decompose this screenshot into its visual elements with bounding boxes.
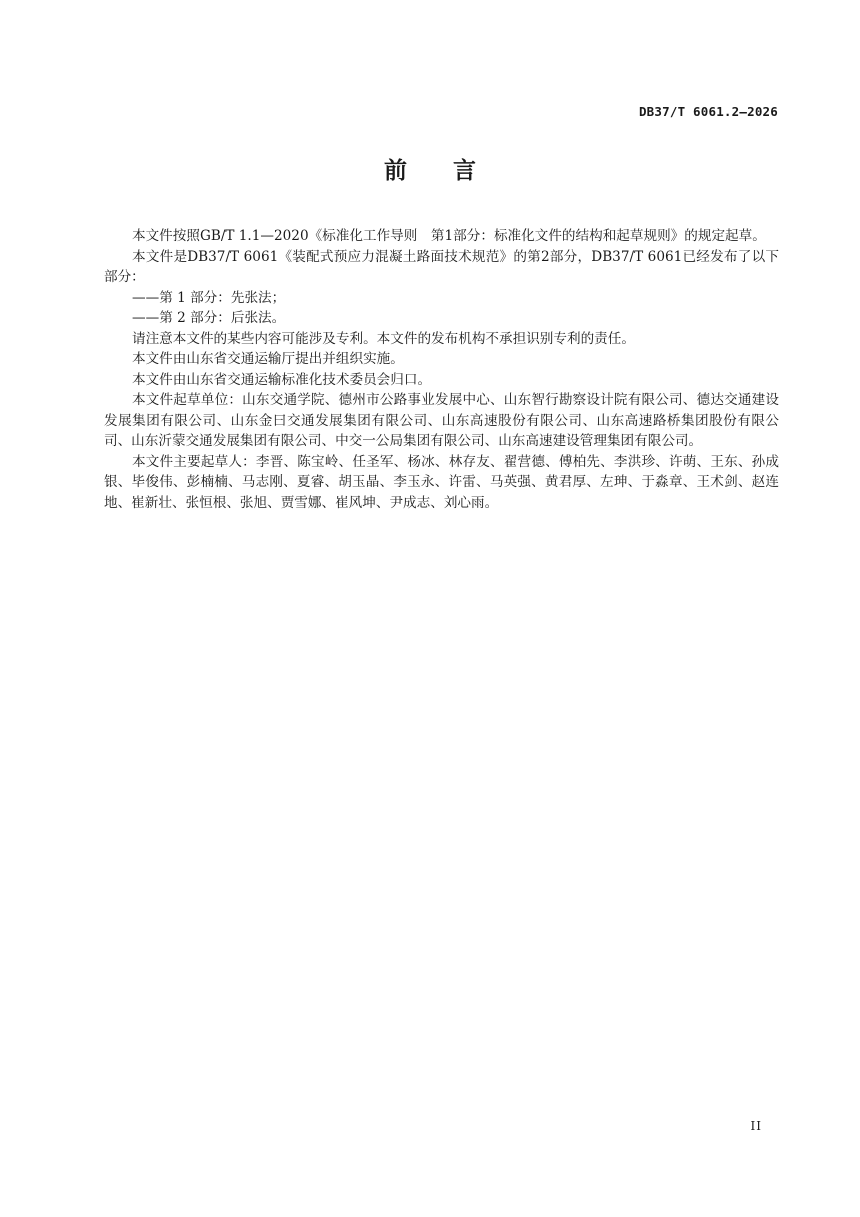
paragraph-proposed-by: 本文件由山东省交通运输厅提出并组织实施。 [132,351,404,367]
paragraph-document-part: 本文件是DB37/T 6061《装配式预应力混凝土路面技术规范》的第2部分，DB37/T 6061已经发布了以下部分： [104,248,779,285]
list-item-part-2: ——第 2 部分：后张法。 [132,310,286,326]
paragraph-drafting-units: 本文件起草单位：山东交通学院、德州市公路事业发展中心、山东智行勘察设计院有限公司、德达交通建设发展集团有限公司、山东金曰交通发展集团有限公司、山东高速股份有限公司、山东高速路桥集团股份有限公司、山东沂蒙交通发展集团有限公司、中交一公局集团有限公司、山东高速建设管理集团有限公司。 [104,392,779,449]
list-item-part-1: ——第 1 部分：先张法； [132,289,286,306]
page-title: 前言 [384,158,522,184]
foreword-body [104,226,779,513]
document-code: DB37/T 6061.2—2026 [638,104,778,119]
paragraph-patent-notice: 请注意本文件的某些内容可能涉及专利。本文件的发布机构不承担识别专利的责任。 [132,330,635,347]
paragraph-drafting-rules: 本文件按照GB/T 1.1—2020《标准化工作导则 第1部分：标准化文件的结构和起草规则》的规定起草。 [132,228,766,244]
paragraph-centralized-by: 本文件由山东省交通运输标准化技术委员会归口。 [132,371,432,388]
paragraph-drafters: 本文件主要起草人：李晋、陈宝岭、任圣军、杨冰、林存友、翟营德、傅柏先、李洪珍、许萌、王东、孙成银、毕俊伟、彭楠楠、马志刚、夏睿、胡玉晶、李玉永、许雷、马英强、黄君厚、左珅、于淼章、王术剑、赵连地、崔新壮、张恒根、张旭、贾雪娜、崔风坤、尹成志、刘心雨。 [104,453,779,511]
page-number: II [750,1119,762,1133]
